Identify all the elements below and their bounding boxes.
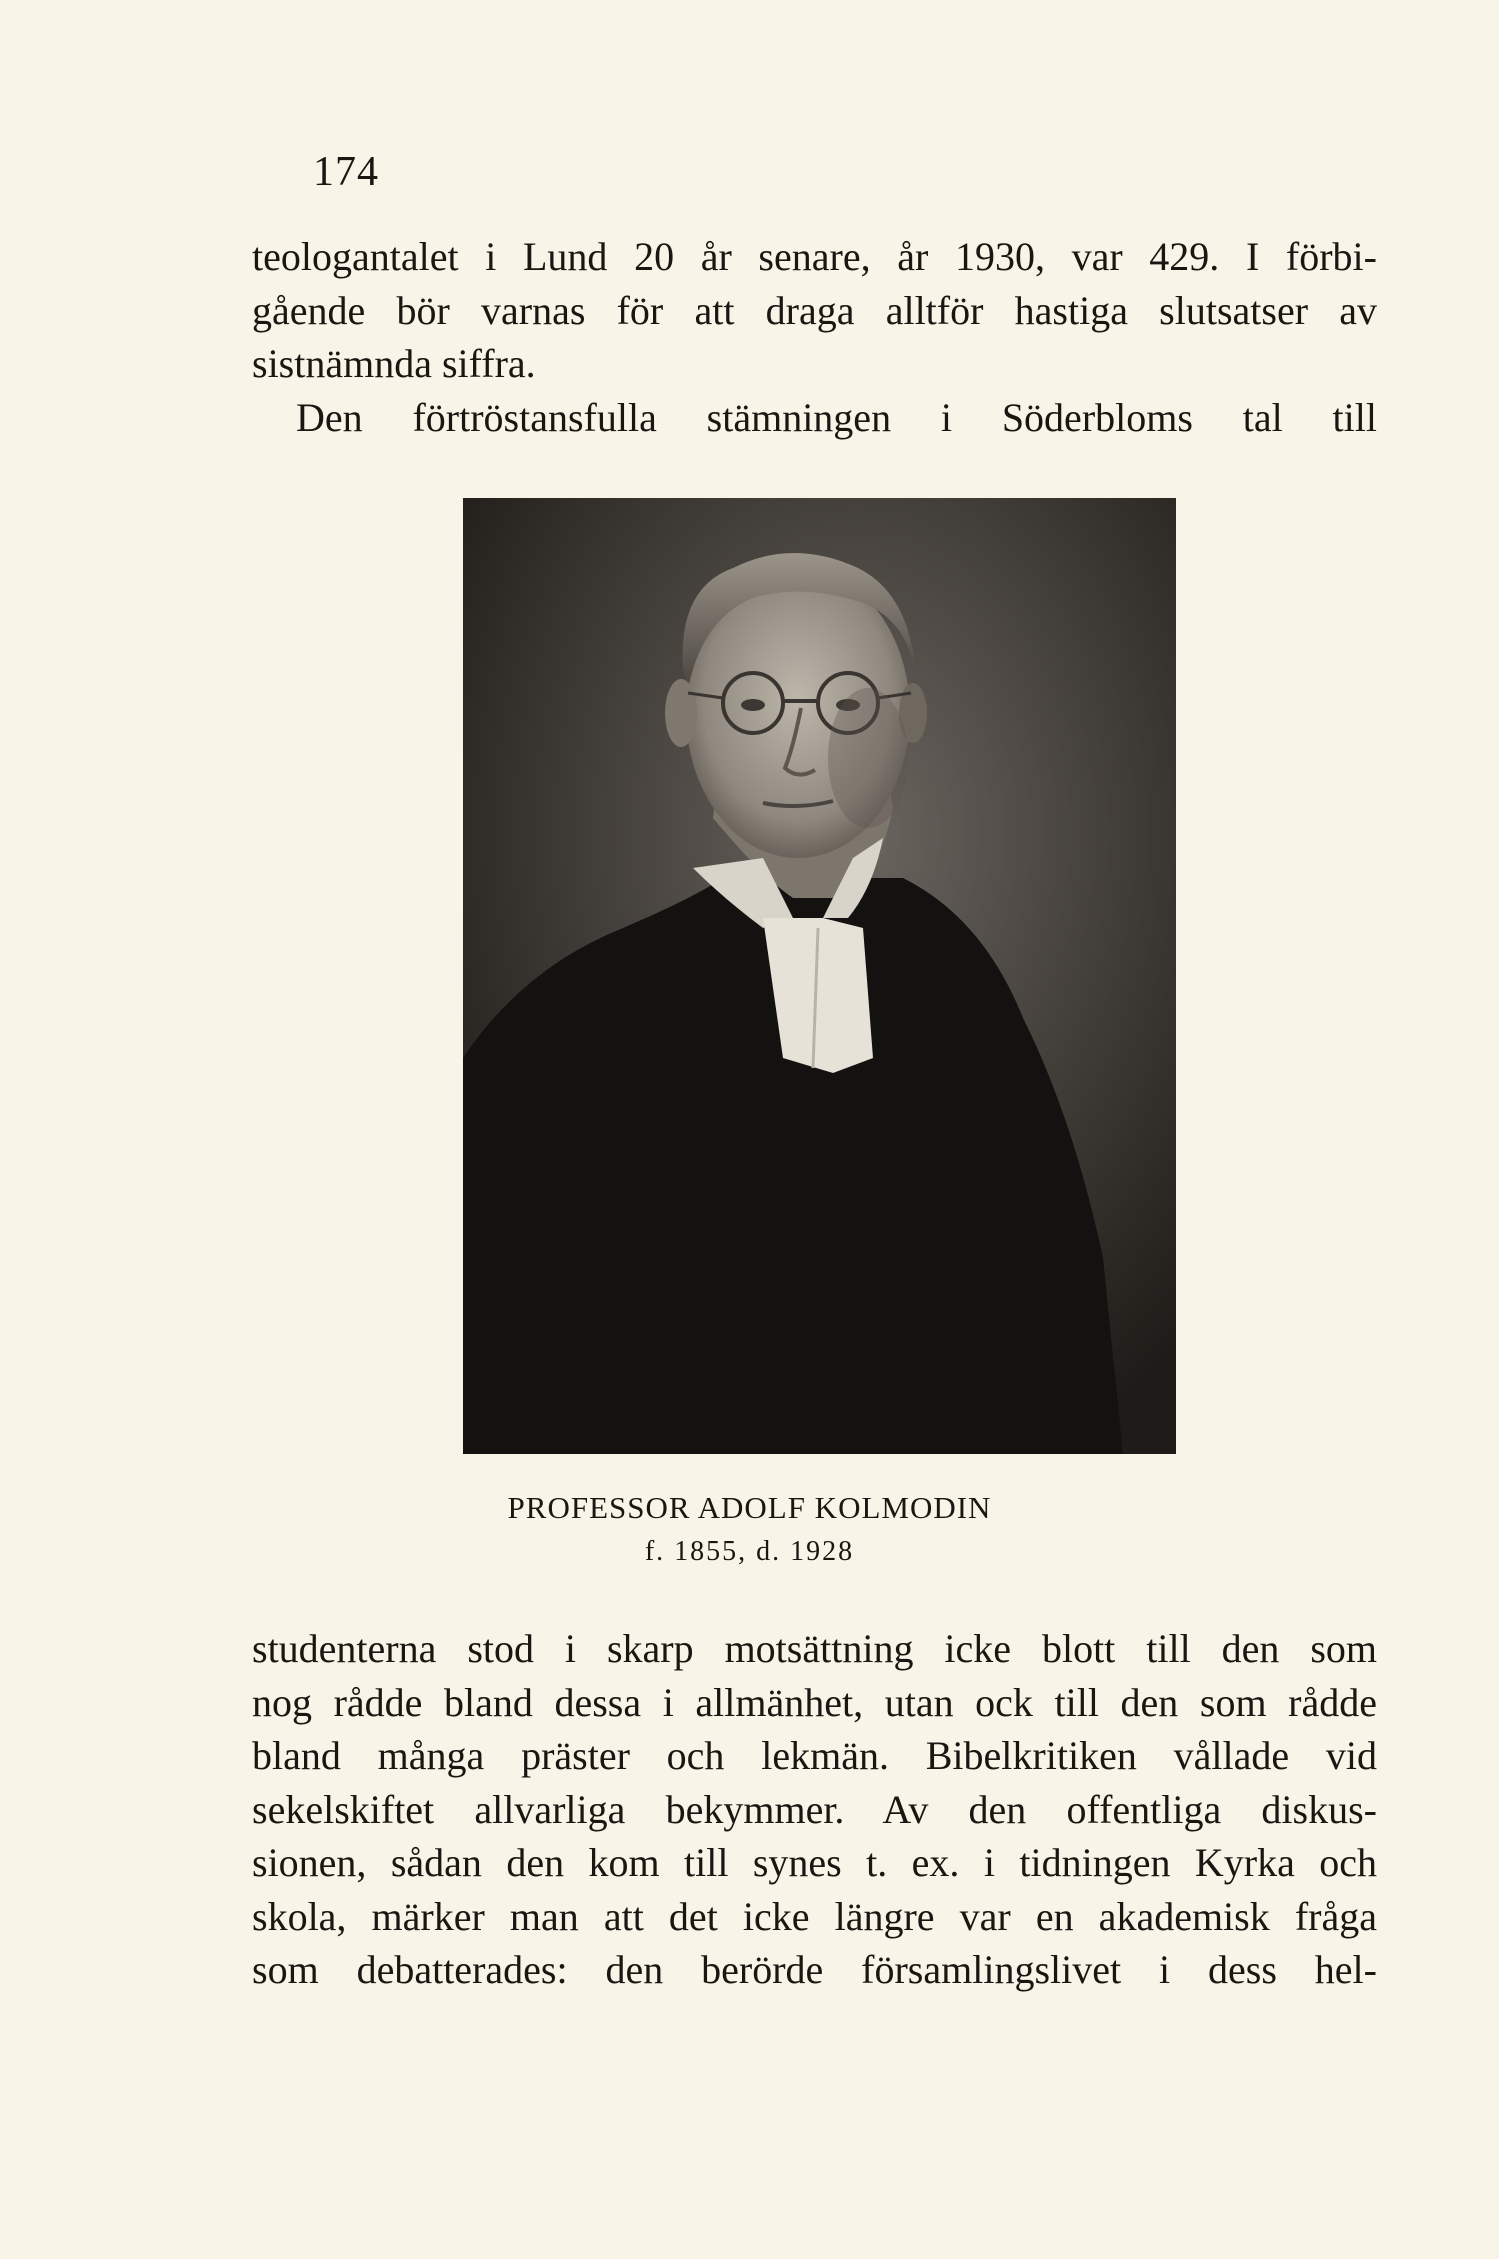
text-line: sekelskiftet allvarliga bekymmer. Av den offentliga diskus-: [252, 1786, 1377, 1832]
paragraph-start-line: Den förtröstansfulla stämningen i Söderbloms tal till: [296, 394, 1377, 440]
text-line: gående bör varnas för att draga alltför hastiga slutsatser av: [252, 287, 1377, 333]
text-line: sionen, sådan den kom till synes t. ex. i tidningen Kyrka och: [252, 1840, 1377, 1885]
text-line: som debatterades: den berörde församlingslivet i dess hel-: [252, 1947, 1377, 1992]
text-line: skola, märker man att det icke längre var en akademisk fråga: [252, 1893, 1377, 1939]
text-line: studenterna stod i skarp motsättning icke blott till den som: [252, 1626, 1377, 1671]
text-line: sistnämnda siffra.: [252, 341, 536, 386]
text-line: bland många präster och lekmän. Bibelkritiken vållade vid: [252, 1733, 1377, 1778]
top-text-block: [252, 230, 1377, 444]
text-line: teologantalet i Lund 20 år senare, år 1930, var 429. I förbi-: [252, 234, 1377, 279]
photo-caption-name: PROFESSOR ADOLF KOLMODIN: [507, 1490, 992, 1525]
bottom-text-block: [252, 1622, 1377, 1997]
portrait-photo: [463, 498, 1176, 1454]
text-line: nog rådde bland dessa i allmänhet, utan ock till den som rådde: [252, 1679, 1377, 1725]
page-number: 174: [313, 149, 379, 195]
portrait-image: [463, 498, 1176, 1454]
photo-caption-dates: f. 1855, d. 1928: [644, 1536, 855, 1567]
